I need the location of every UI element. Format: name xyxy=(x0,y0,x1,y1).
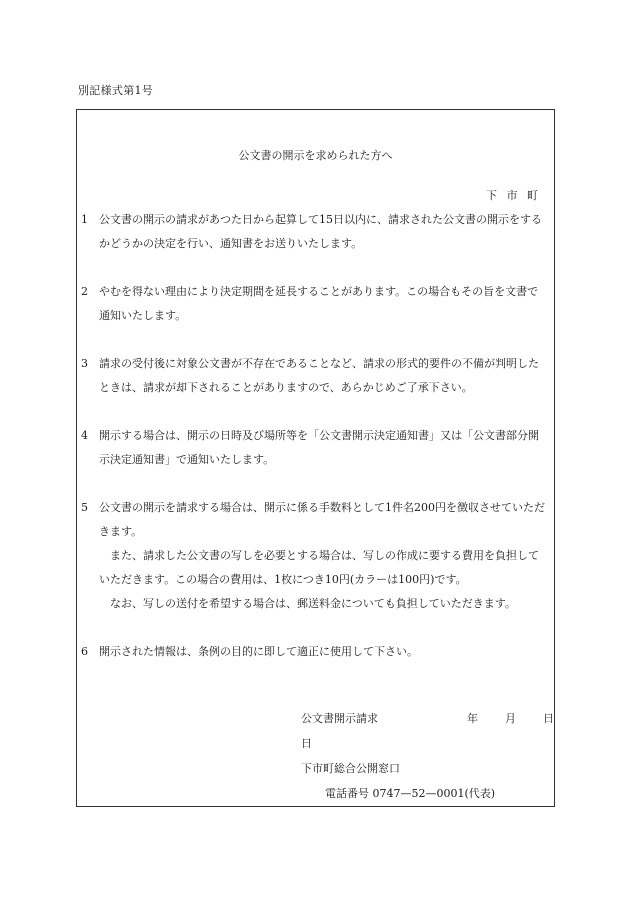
item-paragraph: やむを得ない理由により決定期間を延長することがあります。この場合もその旨を文書で通知いたします。 xyxy=(99,285,539,322)
item-number: 3 xyxy=(81,357,88,370)
item-text xyxy=(99,496,548,616)
item-paragraph: 公文書の開示を請求する場合は、開示に係る手数料として1件名200円を徴収させていただきます。 xyxy=(99,501,545,538)
request-date-label: 公文書開示請求日 xyxy=(301,712,378,750)
item-paragraph: 開示する場合は、開示の日時及び場所等を「公文書開示決定通知書」又は「公文書部分開示決定通知書」で通知いたします。 xyxy=(99,429,539,466)
item-number: 2 xyxy=(81,285,88,298)
issuer-name: 下 市 町 xyxy=(486,189,538,202)
item-text xyxy=(99,208,548,256)
item-paragraph: 公文書の開示の請求があつた日から起算して15日以内に、請求された公文書の開示をするかどうかの決定を行い、通知書をお送りいたします。 xyxy=(99,213,542,250)
date-fields xyxy=(440,706,554,756)
day-label: 日 xyxy=(543,712,554,725)
item-paragraph: 開示された情報は、条例の目的に即して適正に使用して下さい。 xyxy=(99,645,418,658)
notice-item xyxy=(81,424,548,472)
item-text xyxy=(99,640,548,664)
notice-item xyxy=(81,640,548,664)
notice-frame xyxy=(76,109,555,807)
request-date-row xyxy=(301,706,554,756)
notice-title: 公文書の開示を求められた方へ xyxy=(238,149,393,162)
month-label: 月 xyxy=(505,712,516,725)
notice-item xyxy=(81,280,548,328)
phone-number: 電話番号 0747—52—0001(代表) xyxy=(325,787,496,800)
notice-items xyxy=(81,208,548,688)
contact-block xyxy=(301,706,554,806)
item-paragraph: なお、写しの送付を希望する場合は、郵送料金についても負担していただきます。 xyxy=(110,597,516,610)
notice-item xyxy=(81,352,548,400)
item-text xyxy=(99,352,548,400)
item-number: 4 xyxy=(81,429,88,442)
notice-item xyxy=(81,496,548,616)
notice-item xyxy=(81,208,548,256)
form-number-label: 別記様式第1号 xyxy=(78,84,154,97)
item-number: 5 xyxy=(81,501,88,514)
item-number: 6 xyxy=(81,645,88,658)
office-name: 下市町総合公開窓口 xyxy=(301,762,400,775)
year-label: 年 xyxy=(467,712,478,725)
item-number: 1 xyxy=(81,213,88,226)
item-text xyxy=(99,280,548,328)
item-paragraph: また、請求した公文書の写しを必要とする場合は、写しの作成に要する費用を負担していただきます。この場合の費用は、1枚につき10円(カラーは100円)です。 xyxy=(99,549,539,586)
item-paragraph: 請求の受付後に対象公文書が不存在であることなど、請求の形式的要件の不備が判明したときは、請求が却下されることがありますので、あらかじめご了承下さい。 xyxy=(99,357,539,394)
item-text xyxy=(99,424,548,472)
